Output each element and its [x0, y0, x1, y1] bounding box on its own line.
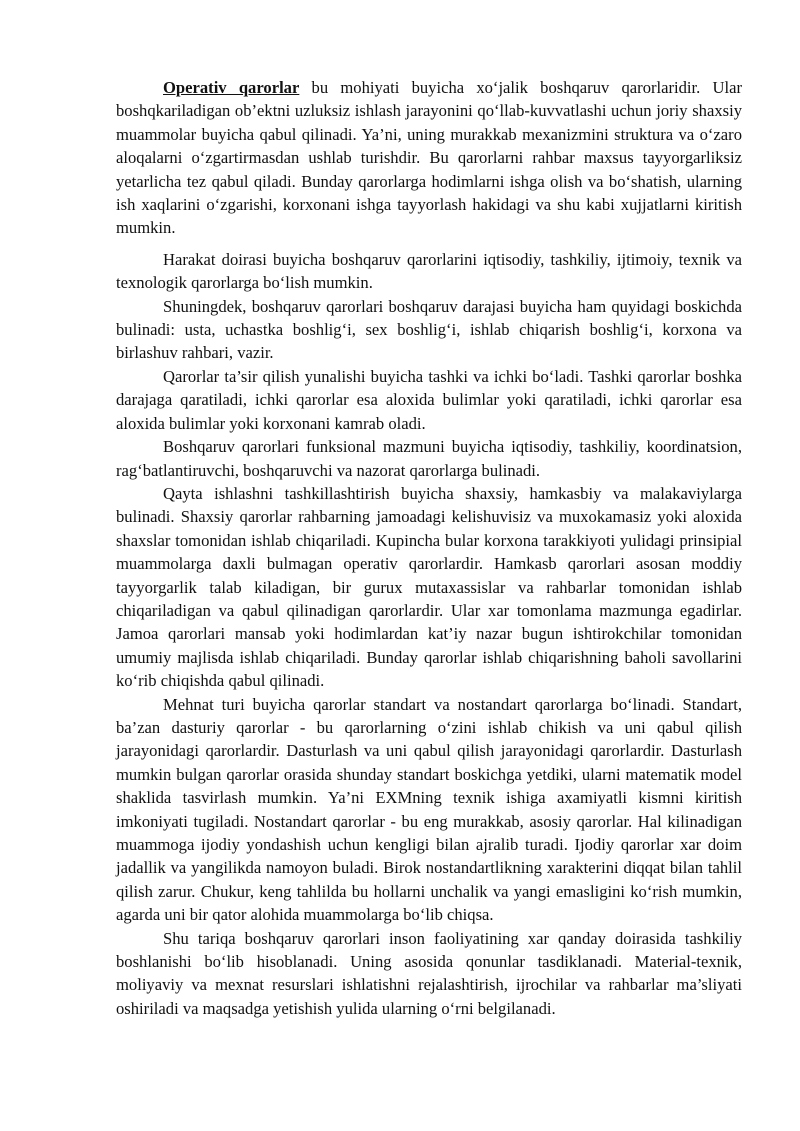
paragraph-text: bu mohiyati buyicha xo‘jalik boshqaruv qarorlaridir. Ular boshqkariladigan ob’ektni uzluksiz ishlash jarayonini qo‘llab-kuvvatlashi uchun joriy shaxsiy muammolar buyicha qabul qilinadi. Ya’ni, uning murakkab mexanizmini struktura va o‘zaro aloqalarni o‘zgartirmasdan ushlab turishdir. Bu qarorlarni rahbar maxsus tayyorgarliksiz yetarlicha tez qabul qiladi. Bunday qarorlarga hodimlarni ishga olish va bo‘shatish, ularning ish xaqlarini o‘zgarishi, korxonani ishga tayyorlash hakidagi va shu kabi xujjatlarni kiritish mumkin.: [116, 78, 742, 238]
paragraph-scope: Harakat doirasi buyicha boshqaruv qarorlarini iqtisodiy, tashkiliy, ijtimoiy, texnik va texnologik qarorlarga bo‘lish mumkin.: [116, 249, 742, 293]
paragraph-management-level: Shuningdek, boshqaruv qarorlari boshqaruv darajasi buyicha ham quyidagi boskichda bulinadi: usta, uchastka boshlig‘i, sex boshlig‘i, ishlab chiqarish boshlig‘i, korxona va birlashuv rahbari, vazir.: [116, 296, 742, 363]
paragraph-labor-type: Mehnat turi buyicha qarorlar standart va nostandart qarorlarga bo‘linadi. Standart, ba’zan dasturiy qarorlar - bu qarorlarning o‘zini ishlab chikish va uni qabul qilish jarayonidagi qarorlardir. Dasturlash va uni qabul qilish jarayonidagi qarorlardir. Dasturlash mumkin bulgan qarorlar orasida shunday standart boskichga yetdiki, ularni matematik model shaklida tasvirlash mumkin. Ya’ni EXMning texnik ishiga axamiyatli kismni kiritish imkoniyati tugiladi. Nostandart qarorlar - bu eng murakkab, asosiy qarorlar. Hal kilinadigan muammoga ijodiy yondashish uchun kengligi bilan ajralib turadi. Ijodiy qarorlar xar doim jadallik va yangilikda namoyon buladi. Birok nostandartlikning xarakterini diqqat bilan tahlil qilish zarur. Chukur, keng tahlilda bu hollarni unchalik va yangi emasligini ko‘rish mumkin, agarda uni bir qator alohida muammolarga bo‘lib chiqsa.: [116, 694, 742, 925]
lead-term: Operativ qarorlar: [163, 78, 300, 97]
document-page: [116, 76, 742, 1020]
paragraph-operative-decisions: [116, 76, 742, 240]
paragraph-processing: Qayta ishlashni tashkillashtirish buyicha shaxsiy, hamkasbiy va malakaviylarga bulinadi. Shaxsiy qarorlar rahbarning jamoadagi kelishuvisiz va muxokamasiz yoki aloxida shaxslar tomonidan ishlab chiqariladi. Kupincha bular korxona tarakkiyoti yulidagi prinsipial muammolarga daxli bulmagan operativ qarorlardir. Hamkasb qarorlari asosan moddiy tayyorgarlik talab kiladigan, bir gurux mutaxassislar va rahbarlar tomonidan ishlab chiqariladigan va qabul qilinadigan qarorlardir. Ular xar tomonlama mazmunga egadirlar. Jamoa qarorlari mansab yoki hodimlardan kat’iy nazar bugun ishtirokchilar tomonidan umumiy majlisda ishlab chiqariladi. Bunday qarorlar ishlab chiqarishning baholi savollarini ko‘rib chiqishda qabul qilinadi.: [116, 483, 742, 691]
paragraph-functional: Boshqaruv qarorlari funksional mazmuni buyicha iqtisodiy, tashkiliy, koordinatsion, rag‘batlantiruvchi, boshqaruvchi va nazorat qarorlarga bulinadi.: [116, 437, 742, 480]
paragraph-direction: Qarorlar ta’sir qilish yunalishi buyicha tashki va ichki bo‘ladi. Tashki qarorlar boshka darajaga qaratiladi, ichki qarorlar esa aloxida bulimlar yoki qaratiladi, ichki qarorlar esa aloxida bulimlar yoki korxonani kamrab oladi.: [116, 366, 742, 433]
paragraph-conclusion: Shu tariqa boshqaruv qarorlari inson faoliyatining xar qanday doirasida tashkiliy boshlanishi bo‘lib hisoblanadi. Uning asosida qonunlar tasdiklanadi. Material-texnik, moliyaviy va mexnat resurslari ishlatishni rejalashtirish, ijrochilar va rahbarlar ma’sliyati oshiriladi va maqsadga yetishish yulida ularning o‘rni belgilanadi.: [116, 928, 742, 1018]
